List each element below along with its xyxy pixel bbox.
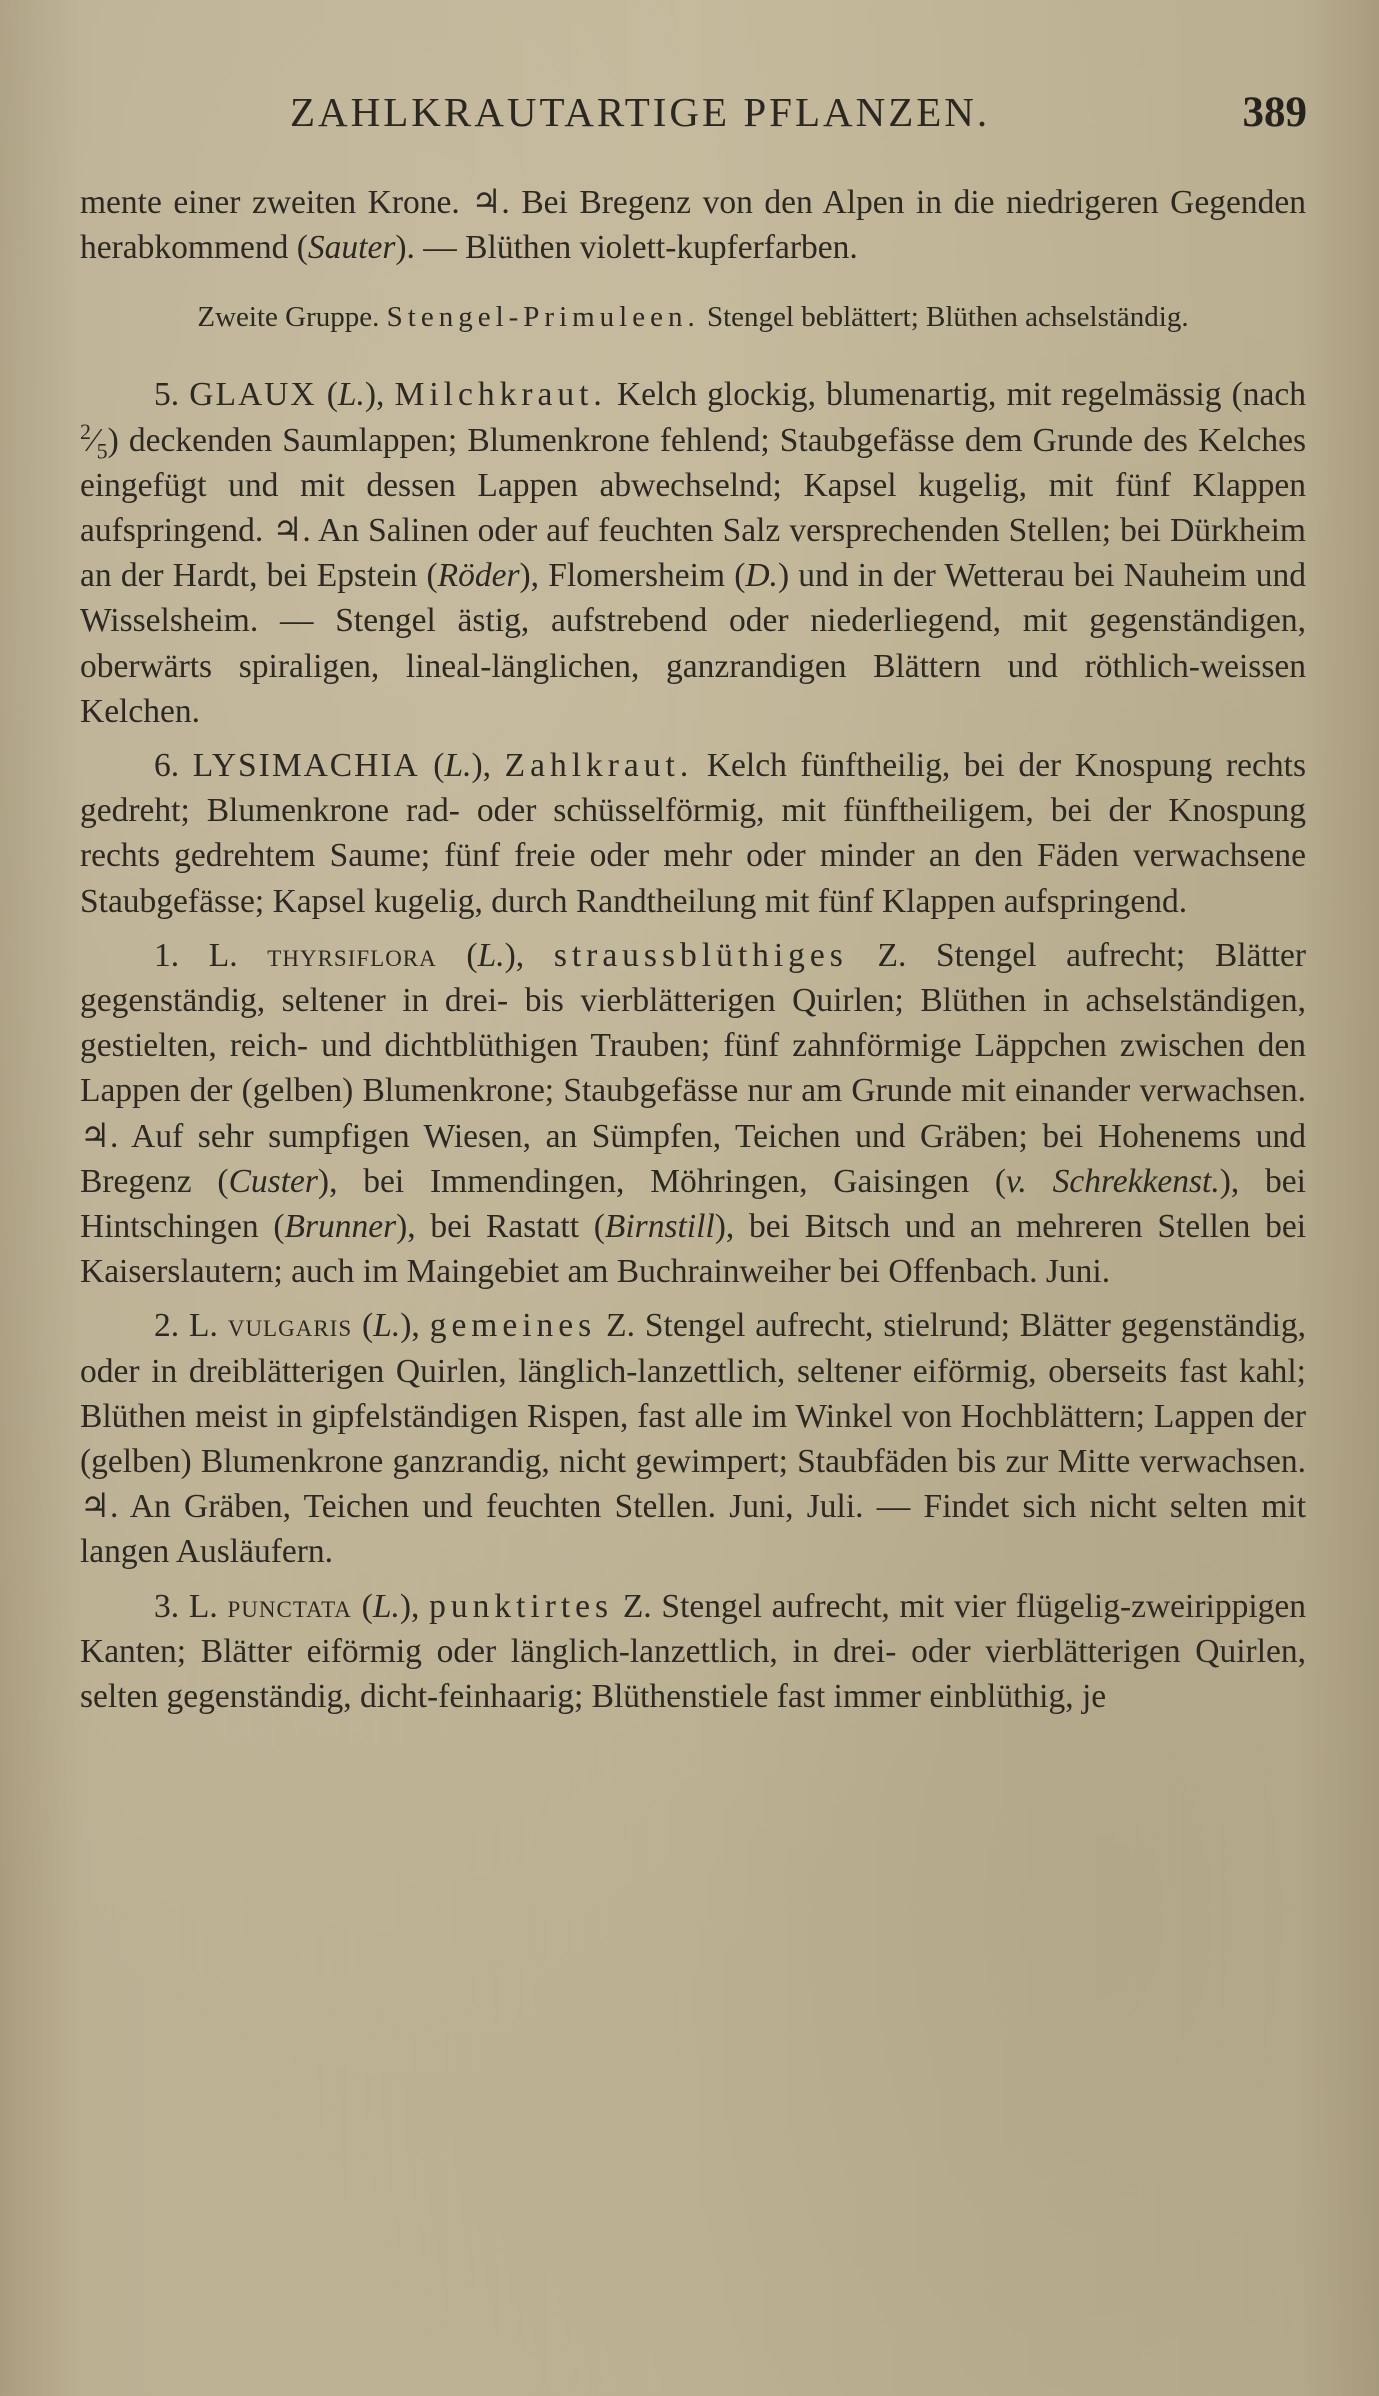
common-name: gemeines <box>429 1307 597 1345</box>
common-name: Zahlkraut. <box>504 747 694 785</box>
running-title: ZAHLKRAUTARTIGE PFLANZEN. <box>290 89 991 135</box>
species-entry-vulgaris: 2. L. vulgaris (L.), gemeines Z. Stengel aufrecht, stielrund; Blätter gegenständig, oder in dreiblätterigen Quirlen, länglich-lanzettlich, seltener eiförmig, oberseits fast kahl; Blüthen meist in gipfelständigen Rispen, fast alle im Winkel von Hochblättern; Lappen der (gelben) Blumenkrone ganzrandig, nicht gewimpert; Staubfäden bis zur Mitte verwachsen. ♃. An Gräben, Teichen und feuchten Stellen. Juni, Juli. — Findet sich nicht selten mit langen Ausläufern. <box>80 1307 1307 1571</box>
page-number: 389 <box>1242 89 1307 136</box>
perennial-symbol: ♃ <box>272 512 303 550</box>
genus-name: GLAUX <box>189 376 317 414</box>
genus-entry-lysimachia: 6. LYSIMACHIA (L.), Zahlkraut. Kelch fünftheilig, bei der Knospung rechts gedreht; Blumenkrone rad- oder schüsselförmig, mit fünftheiligem, bei der Knospung rechts gedrehtem Saume; fünf freie oder mehr oder minder an den Fäden verwachsene Staubgefässe; Kapsel kugelig, durch Randtheilung mit fünf Klappen aufspringend. <box>80 747 1307 920</box>
group-heading: Zweite Gruppe. Stengel-Primuleen. Stengel beblättert; Blüthen achselständig. <box>197 301 1189 334</box>
species-name: vulgaris <box>227 1307 353 1345</box>
species-name: punctata <box>227 1587 352 1625</box>
author-citation: Sauter <box>307 229 396 267</box>
perennial-symbol: ♃ <box>471 184 502 221</box>
common-name: straussblüthiges <box>553 936 848 974</box>
species-entry-punctata: 3. L. punctata (L.), punktirtes Z. Stengel aufrecht, mit vier flügelig-zweirippigen Kanten; Blätter eiförmig oder länglich-lanzettlich, in drei- oder vierblätterigen Quirlen, selten gegenständig, dicht-feinhaarig; Blüthenstiele fast immer einblüthig, je <box>80 1587 1306 1716</box>
perennial-symbol: ♃ <box>80 1117 111 1155</box>
group-name: Stengel-Primuleen. <box>386 301 700 334</box>
species-entry-thyrsiflora: 1. L. thyrsiflora (L.), straussblüthiges Z. Stengel aufrecht; Blätter gegenständig, seltener in drei- bis vierblätterigen Quirlen; Blüthen in achselständigen, gestielten, reich- und dichtblüthigen Trauben; fünf zahnförmige Läppchen zwischen den Lappen der (gelben) Blumenkrone; Staubgefässe nur am Grunde mit einander verwachsen. ♃. Auf sehr sumpfigen Wiesen, an Sümpfen, Teichen und Gräben; bei Hohenems und Bregenz (Custer), bei Immendingen, Möhringen, Gaisingen (v. Schrekkenst.), bei Hintschingen (Brunner), bei Rastatt (Birnstill), bei Bitsch und an mehreren Stellen bei Kaiserslautern; auch im Maingebiet am Buchrainweiher bei Offenbach. Juni. <box>80 936 1307 1291</box>
genus-name: LYSIMACHIA <box>192 747 420 785</box>
continued-paragraph: mente einer zweiten Krone. ♃. Bei Bregenz von den Alpen in die niedrigeren Gegenden herabkommend (Sauter). — Blüthen violett-kupferfarben. <box>80 184 1306 267</box>
perennial-symbol: ♃ <box>80 1488 111 1526</box>
common-name: Milchkraut. <box>394 376 607 414</box>
common-name: punktirtes <box>429 1587 614 1625</box>
body-text <box>80 180 1306 1719</box>
genus-entry-glaux: 5. GLAUX (L.), Milchkraut. Kelch glockig, blumenartig, mit regelmässig (nach $^2⁄_5$) deckenden Saumlappen; Blumenkrone fehlend; Staubgefässe dem Grunde des Kelches eingefügt und mit dessen Lappen abwechselnd; Kapsel kugelig, mit fünf Klappen aufspringend. ♃. An Salinen oder auf feuchten Salz versprechenden Stellen; bei Dürkheim an der Hardt, bei Epstein (Röder), Flomersheim (D.) und in der Wetterau bei Nauheim und Wisselsheim. — Stengel ästig, aufstrebend oder niederliegend, mit gegenständigen, oberwärts spiraligen, lineal-länglichen, ganzrandigen Blättern und röthlich-weissen Kelchen. <box>80 376 1307 730</box>
page-header <box>290 88 1320 140</box>
species-name: thyrsiflora <box>267 936 437 974</box>
